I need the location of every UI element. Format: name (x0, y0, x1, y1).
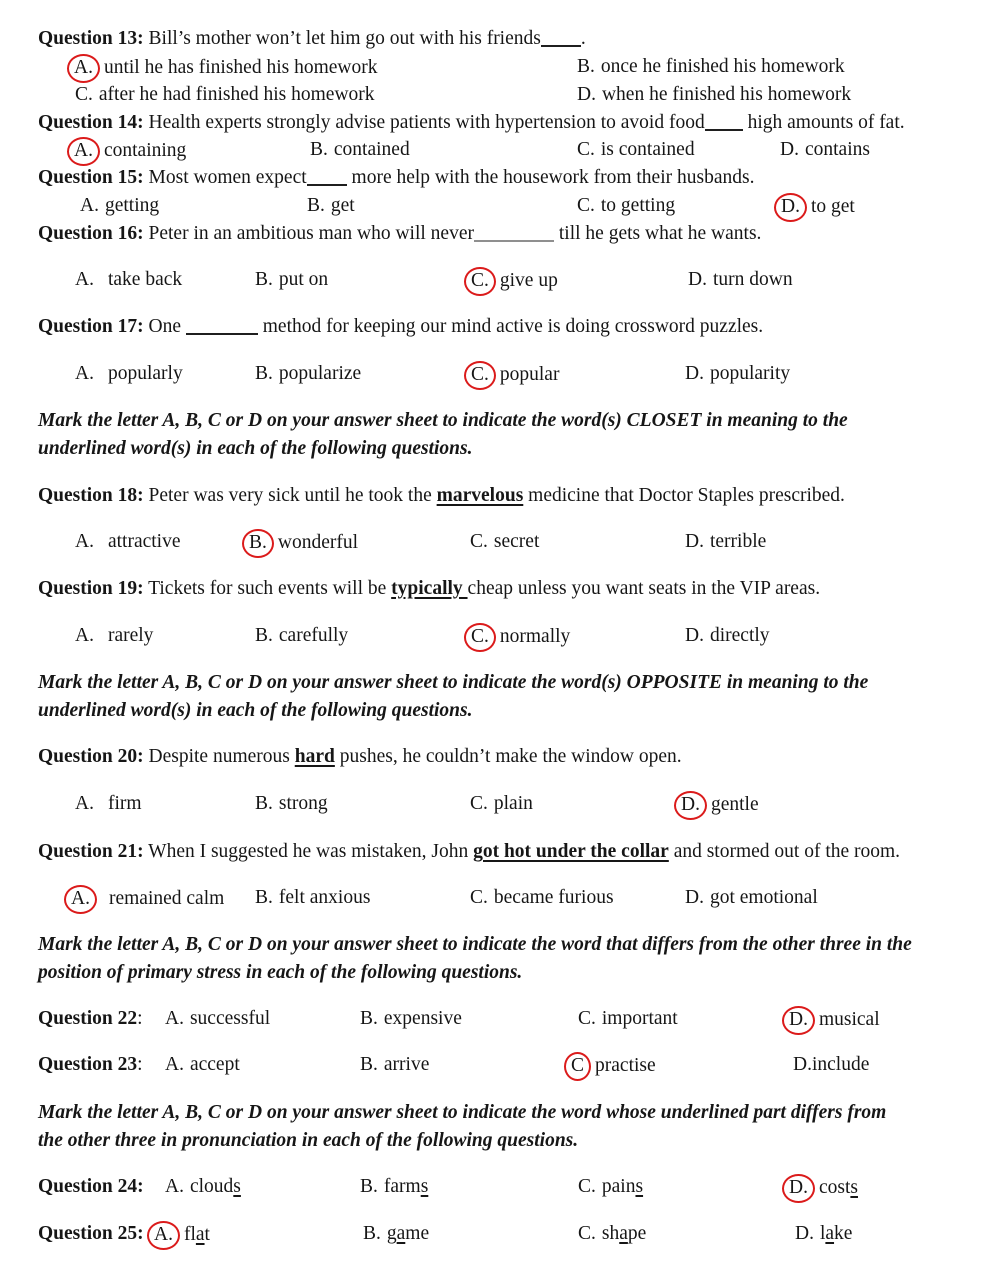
option-letter: B. (255, 793, 273, 814)
q20-stem-text: Despite numerous (143, 746, 295, 767)
instruction-opposite-line1: Mark the letter A, B, C or D on your answer sheet to indicate the word(s) OPPOSITE in meaning to the (38, 672, 869, 693)
option-text: getting (104, 195, 160, 216)
option-text: remained calm (108, 888, 225, 909)
option-letter: D. (577, 84, 596, 105)
q15-blank (307, 184, 347, 186)
q17-stem (38, 316, 763, 338)
q18-label: Question 18: (38, 485, 144, 506)
option-underlined-part: a (195, 1224, 205, 1245)
q13-blank (541, 45, 581, 47)
option-text: when he finished his homework (601, 84, 852, 105)
q24-option-b (360, 1176, 428, 1198)
q25-option-b (363, 1223, 429, 1245)
option-letter: A. (75, 363, 94, 384)
option-text (602, 1176, 643, 1197)
q23-option-c (572, 1054, 656, 1079)
option-text: to getting (600, 195, 676, 216)
option-text: contained (333, 139, 410, 160)
option-letter: A. (71, 888, 90, 909)
instruction-pronunciation-line2: the other three in pronunciation in each of the following questions. (38, 1130, 579, 1151)
option-letter: C (571, 1055, 585, 1076)
option-letter: C. (577, 139, 595, 160)
q21-option-d (685, 887, 818, 909)
option-text: put on (278, 269, 329, 290)
answer-circle (564, 1052, 591, 1081)
q18-options-row (0, 531, 1000, 561)
option-letter: A. (165, 1054, 184, 1075)
option-letter: B. (577, 56, 595, 77)
option-letter: C. (471, 364, 489, 385)
option-text: include (811, 1054, 870, 1075)
option-letter: B. (249, 532, 267, 553)
q18-option-b (250, 531, 358, 556)
q14-options-row (0, 139, 1000, 169)
q13-label: Question 13: (38, 28, 144, 49)
q21-options-row (0, 887, 1000, 917)
q14-stem (38, 112, 905, 134)
answer-circle (67, 137, 100, 166)
q21-stem-text: When I suggested he was mistaken, John (143, 841, 474, 862)
q15-stem-text: Most women expect (143, 167, 307, 188)
q25-label-wrap (38, 1223, 144, 1245)
q19-label: Question 19: (38, 578, 144, 599)
instruction-stress-line1: Mark the letter A, B, C or D on your answer sheet to indicate the word that differs from the other three in the (38, 934, 912, 955)
option-text: rarely (107, 625, 154, 646)
option-letter: A. (74, 57, 93, 78)
q24-label: Question 24: (38, 1176, 144, 1197)
option-text-pre: fl (183, 1224, 196, 1245)
answer-circle (147, 1221, 180, 1250)
q19-option-c (472, 625, 570, 650)
q18-underlined-word: marvelous (436, 485, 524, 506)
option-letter: A. (75, 531, 94, 552)
option-text: give up (499, 270, 558, 291)
q22-label-wrap (38, 1008, 143, 1030)
option-letter: D. (688, 269, 707, 290)
option-letter: C. (470, 793, 488, 814)
instruction-closest-line1: Mark the letter A, B, C or D on your answer sheet to indicate the word(s) CLOSET in meaning to the (38, 410, 848, 431)
option-text: take back (107, 269, 183, 290)
q21-option-c (470, 887, 614, 909)
option-text: containing (103, 140, 187, 161)
q21-stem-text-post: and stormed out of the room. (668, 841, 901, 862)
q20-underlined-word: hard (294, 746, 335, 767)
q25-option-d (795, 1223, 852, 1245)
answer-circle (464, 267, 496, 296)
q16-option-b (255, 269, 328, 291)
q17-option-a (75, 363, 183, 385)
option-text: popular (499, 364, 560, 385)
q13-option-c (75, 84, 375, 106)
q20-options-row (0, 793, 1000, 823)
q20-option-c (470, 793, 533, 815)
q25-row (0, 1223, 1000, 1253)
option-letter: C. (470, 531, 488, 552)
option-text (819, 1177, 858, 1198)
q25-option-a (155, 1223, 210, 1248)
q24-label-wrap (38, 1176, 144, 1198)
q23-colon: : (137, 1054, 143, 1075)
option-text: successful (189, 1008, 271, 1029)
q23-option-a (165, 1054, 240, 1076)
q23-label-wrap (38, 1054, 143, 1076)
option-letter: C. (577, 195, 595, 216)
q24-option-c (578, 1176, 643, 1198)
q20-label: Question 20: (38, 746, 144, 767)
q23-option-d (793, 1054, 869, 1076)
option-text: popularly (107, 363, 183, 384)
q18-stem-text-post: medicine that Doctor Staples prescribed. (523, 485, 845, 506)
option-text: plain (493, 793, 533, 814)
answer-circle (782, 1006, 815, 1035)
q16-stem-text-post: till he gets what he wants. (554, 223, 762, 244)
answer-circle (774, 193, 807, 222)
q16-option-d (688, 269, 793, 291)
option-letter: B. (255, 269, 273, 290)
option-letter: A. (165, 1176, 184, 1197)
q20-option-b (255, 793, 328, 815)
option-letter: B. (255, 625, 273, 646)
q13-option-d (577, 84, 851, 106)
q24-option-d (790, 1176, 858, 1201)
option-letter: D. (793, 1054, 812, 1075)
answer-circle (67, 54, 100, 83)
q17-label: Question 17: (38, 316, 144, 337)
option-text: accept (189, 1054, 240, 1075)
q20-option-d (682, 793, 759, 818)
option-letter: B. (307, 195, 325, 216)
q16-stem (38, 223, 761, 245)
q16-option-a (75, 269, 182, 291)
q13-options-row-1 (0, 56, 1000, 86)
q21-underlined-phrase: got hot under the collar (473, 841, 669, 862)
option-text-pre: g (386, 1223, 397, 1244)
instruction-pronunciation-line1: Mark the letter A, B, C or D on your answer sheet to indicate the word whose underlined part differs from (38, 1102, 887, 1123)
option-text: wonderful (277, 532, 359, 553)
q19-underlined-word: typically (391, 578, 468, 599)
instruction-stress-line2: position of primary stress in each of the following questions. (38, 962, 523, 983)
option-text: became furious (493, 887, 614, 908)
option-text: to get (810, 196, 855, 217)
q19-stem-text-post: cheap unless you want seats in the VIP areas. (467, 578, 821, 599)
q22-colon: : (137, 1008, 143, 1029)
q14-stem-text: Health experts strongly advise patients with hypertension to avoid food (143, 112, 705, 133)
q18-option-a (75, 531, 181, 553)
q13-option-a (75, 56, 377, 81)
q19-stem (38, 578, 820, 600)
instruction-opposite-line2: underlined word(s) in each of the following questions. (38, 700, 473, 721)
option-text-pre: l (819, 1223, 826, 1244)
q17-options-row (0, 363, 1000, 393)
q14-option-a (75, 139, 186, 164)
option-letter: A. (75, 625, 94, 646)
q13-stem (38, 28, 586, 50)
q23-option-b (360, 1054, 429, 1076)
option-text: musical (818, 1009, 880, 1030)
q15-options-row (0, 195, 1000, 225)
option-letter: B. (363, 1223, 381, 1244)
option-underlined-part: a (619, 1223, 628, 1244)
option-letter: D. (685, 887, 704, 908)
option-underlined-part: s (850, 1177, 858, 1198)
q23-row (0, 1054, 1000, 1084)
q14-stem-text-post: high amounts of fat. (742, 112, 905, 133)
option-text: contains (804, 139, 870, 160)
q13-option-b (577, 56, 845, 78)
q17-option-c (472, 363, 559, 388)
q22-option-d (790, 1008, 880, 1033)
option-letter: D. (685, 531, 704, 552)
q22-label: Question 22 (38, 1008, 138, 1029)
option-letter: B. (360, 1008, 378, 1029)
option-letter: A. (75, 793, 94, 814)
q14-option-c (577, 139, 695, 161)
option-text: until he has finished his homework (103, 57, 378, 78)
q22-option-c (578, 1008, 678, 1030)
option-text-post: pe (627, 1223, 647, 1244)
option-text-pre: cost (818, 1177, 851, 1198)
option-letter: A. (74, 140, 93, 161)
q18-stem (38, 485, 845, 507)
answer-circle (464, 623, 496, 652)
answer-circle (464, 361, 496, 390)
option-letter: D. (789, 1177, 808, 1198)
option-letter: D. (685, 363, 704, 384)
option-letter: B. (310, 139, 328, 160)
answer-circle (674, 791, 707, 820)
option-text (602, 1223, 646, 1244)
option-text: terrible (709, 531, 767, 552)
q16-options-row (0, 269, 1000, 299)
q19-option-a (75, 625, 153, 647)
instruction-closest-line2: underlined word(s) in each of the following questions. (38, 438, 473, 459)
option-text: expensive (383, 1008, 462, 1029)
q18-option-d (685, 531, 766, 553)
option-letter: D. (795, 1223, 814, 1244)
option-text (820, 1223, 852, 1244)
option-underlined-part: s (233, 1176, 241, 1197)
q22-option-a (165, 1008, 270, 1030)
option-letter: B. (255, 363, 273, 384)
q16-option-c (472, 269, 558, 294)
q18-stem-text: Peter was very sick until he took the (143, 485, 437, 506)
q16-label: Question 16: (38, 223, 144, 244)
option-underlined-part: s (420, 1176, 429, 1197)
q17-stem-text-post: method for keeping our mind active is doing crossword puzzles. (257, 316, 764, 337)
option-text (184, 1224, 210, 1245)
option-text: strong (278, 793, 328, 814)
q15-stem-text-post: more help with the housework from their husbands. (346, 167, 755, 188)
option-text-pre: farm (383, 1176, 421, 1197)
option-text: carefully (278, 625, 349, 646)
option-text: felt anxious (278, 887, 371, 908)
q22-row (0, 1008, 1000, 1038)
option-text-post: ke (834, 1223, 853, 1244)
q22-option-b (360, 1008, 462, 1030)
q24-option-a (165, 1176, 241, 1198)
q21-option-a (72, 887, 224, 912)
q17-option-b (255, 363, 361, 385)
q17-stem-text: One (143, 316, 186, 337)
q15-label: Question 15: (38, 167, 144, 188)
q15-option-c (577, 195, 675, 217)
q14-blank (705, 129, 743, 131)
q25-label: Question 25: (38, 1223, 144, 1244)
option-text-post: me (405, 1223, 430, 1244)
option-text: attractive (107, 531, 181, 552)
option-text: got emotional (709, 887, 818, 908)
q17-option-d (685, 363, 790, 385)
q14-option-d (780, 139, 870, 161)
option-text: popularity (709, 363, 791, 384)
option-text: once he finished his homework (600, 56, 845, 77)
option-letter: C. (578, 1176, 596, 1197)
q13-stem-text-post: . (580, 28, 586, 49)
option-text: get (330, 195, 355, 216)
q20-stem-text-post: pushes, he couldn’t make the window open. (334, 746, 682, 767)
q19-stem-text: Tickets for such events will be (143, 578, 392, 599)
option-letter: D. (681, 794, 700, 815)
option-letter: C. (75, 84, 93, 105)
q21-stem (38, 841, 900, 863)
option-text: directly (709, 625, 770, 646)
option-underlined-part: s (635, 1176, 644, 1197)
answer-circle (782, 1174, 815, 1203)
q21-label: Question 21: (38, 841, 144, 862)
answer-circle (64, 885, 97, 914)
q19-option-b (255, 625, 348, 647)
option-text (190, 1176, 241, 1197)
option-text-post: t (204, 1224, 210, 1245)
option-letter: C. (578, 1008, 596, 1029)
option-text-pre: cloud (189, 1176, 234, 1197)
q18-option-c (470, 531, 539, 553)
option-text-pre: sh (601, 1223, 620, 1244)
q16-stem-text: Peter in an ambitious man who will never (143, 223, 474, 244)
option-letter: C. (471, 626, 489, 647)
option-letter: C. (470, 887, 488, 908)
option-text: practise (595, 1055, 656, 1076)
option-letter: D. (781, 196, 800, 217)
option-letter: B. (360, 1054, 378, 1075)
q15-option-a (80, 195, 159, 217)
q20-option-a (75, 793, 142, 815)
option-text: arrive (383, 1054, 430, 1075)
option-text: important (601, 1008, 678, 1029)
q19-option-d (685, 625, 770, 647)
option-letter: A. (75, 269, 94, 290)
option-letter: C. (471, 270, 489, 291)
q25-option-c (578, 1223, 646, 1245)
option-text: after he had finished his homework (98, 84, 375, 105)
q16-blank (474, 240, 554, 242)
option-text: popularize (278, 363, 362, 384)
q15-stem (38, 167, 754, 189)
q23-label: Question 23 (38, 1054, 138, 1075)
option-letter: A. (165, 1008, 184, 1029)
option-text (384, 1176, 428, 1197)
option-text: turn down (712, 269, 793, 290)
option-letter: D. (685, 625, 704, 646)
option-text: firm (107, 793, 142, 814)
option-letter: A. (154, 1224, 173, 1245)
option-letter: D. (789, 1009, 808, 1030)
q13-stem-text: Bill’s mother won’t let him go out with his friends (143, 28, 541, 49)
q17-blank (186, 333, 258, 335)
q24-row (0, 1176, 1000, 1206)
option-text: is contained (600, 139, 695, 160)
option-letter: C. (578, 1223, 596, 1244)
answer-circle (242, 529, 274, 558)
q15-option-d (782, 195, 855, 220)
option-letter: B. (360, 1176, 378, 1197)
option-letter: B. (255, 887, 273, 908)
option-letter: D. (780, 139, 799, 160)
q21-option-b (255, 887, 370, 909)
option-text-pre: pain (601, 1176, 636, 1197)
option-letter: A. (80, 195, 99, 216)
option-text: secret (493, 531, 540, 552)
option-underlined-part: a (396, 1223, 406, 1244)
option-text: gentle (710, 794, 759, 815)
q20-stem (38, 746, 682, 768)
option-underlined-part: a (825, 1223, 835, 1244)
option-text: normally (499, 626, 571, 647)
q15-option-b (307, 195, 355, 217)
q19-options-row (0, 625, 1000, 655)
q14-label: Question 14: (38, 112, 144, 133)
option-text (387, 1223, 429, 1244)
q14-option-b (310, 139, 410, 161)
q13-options-row-2 (0, 84, 1000, 114)
